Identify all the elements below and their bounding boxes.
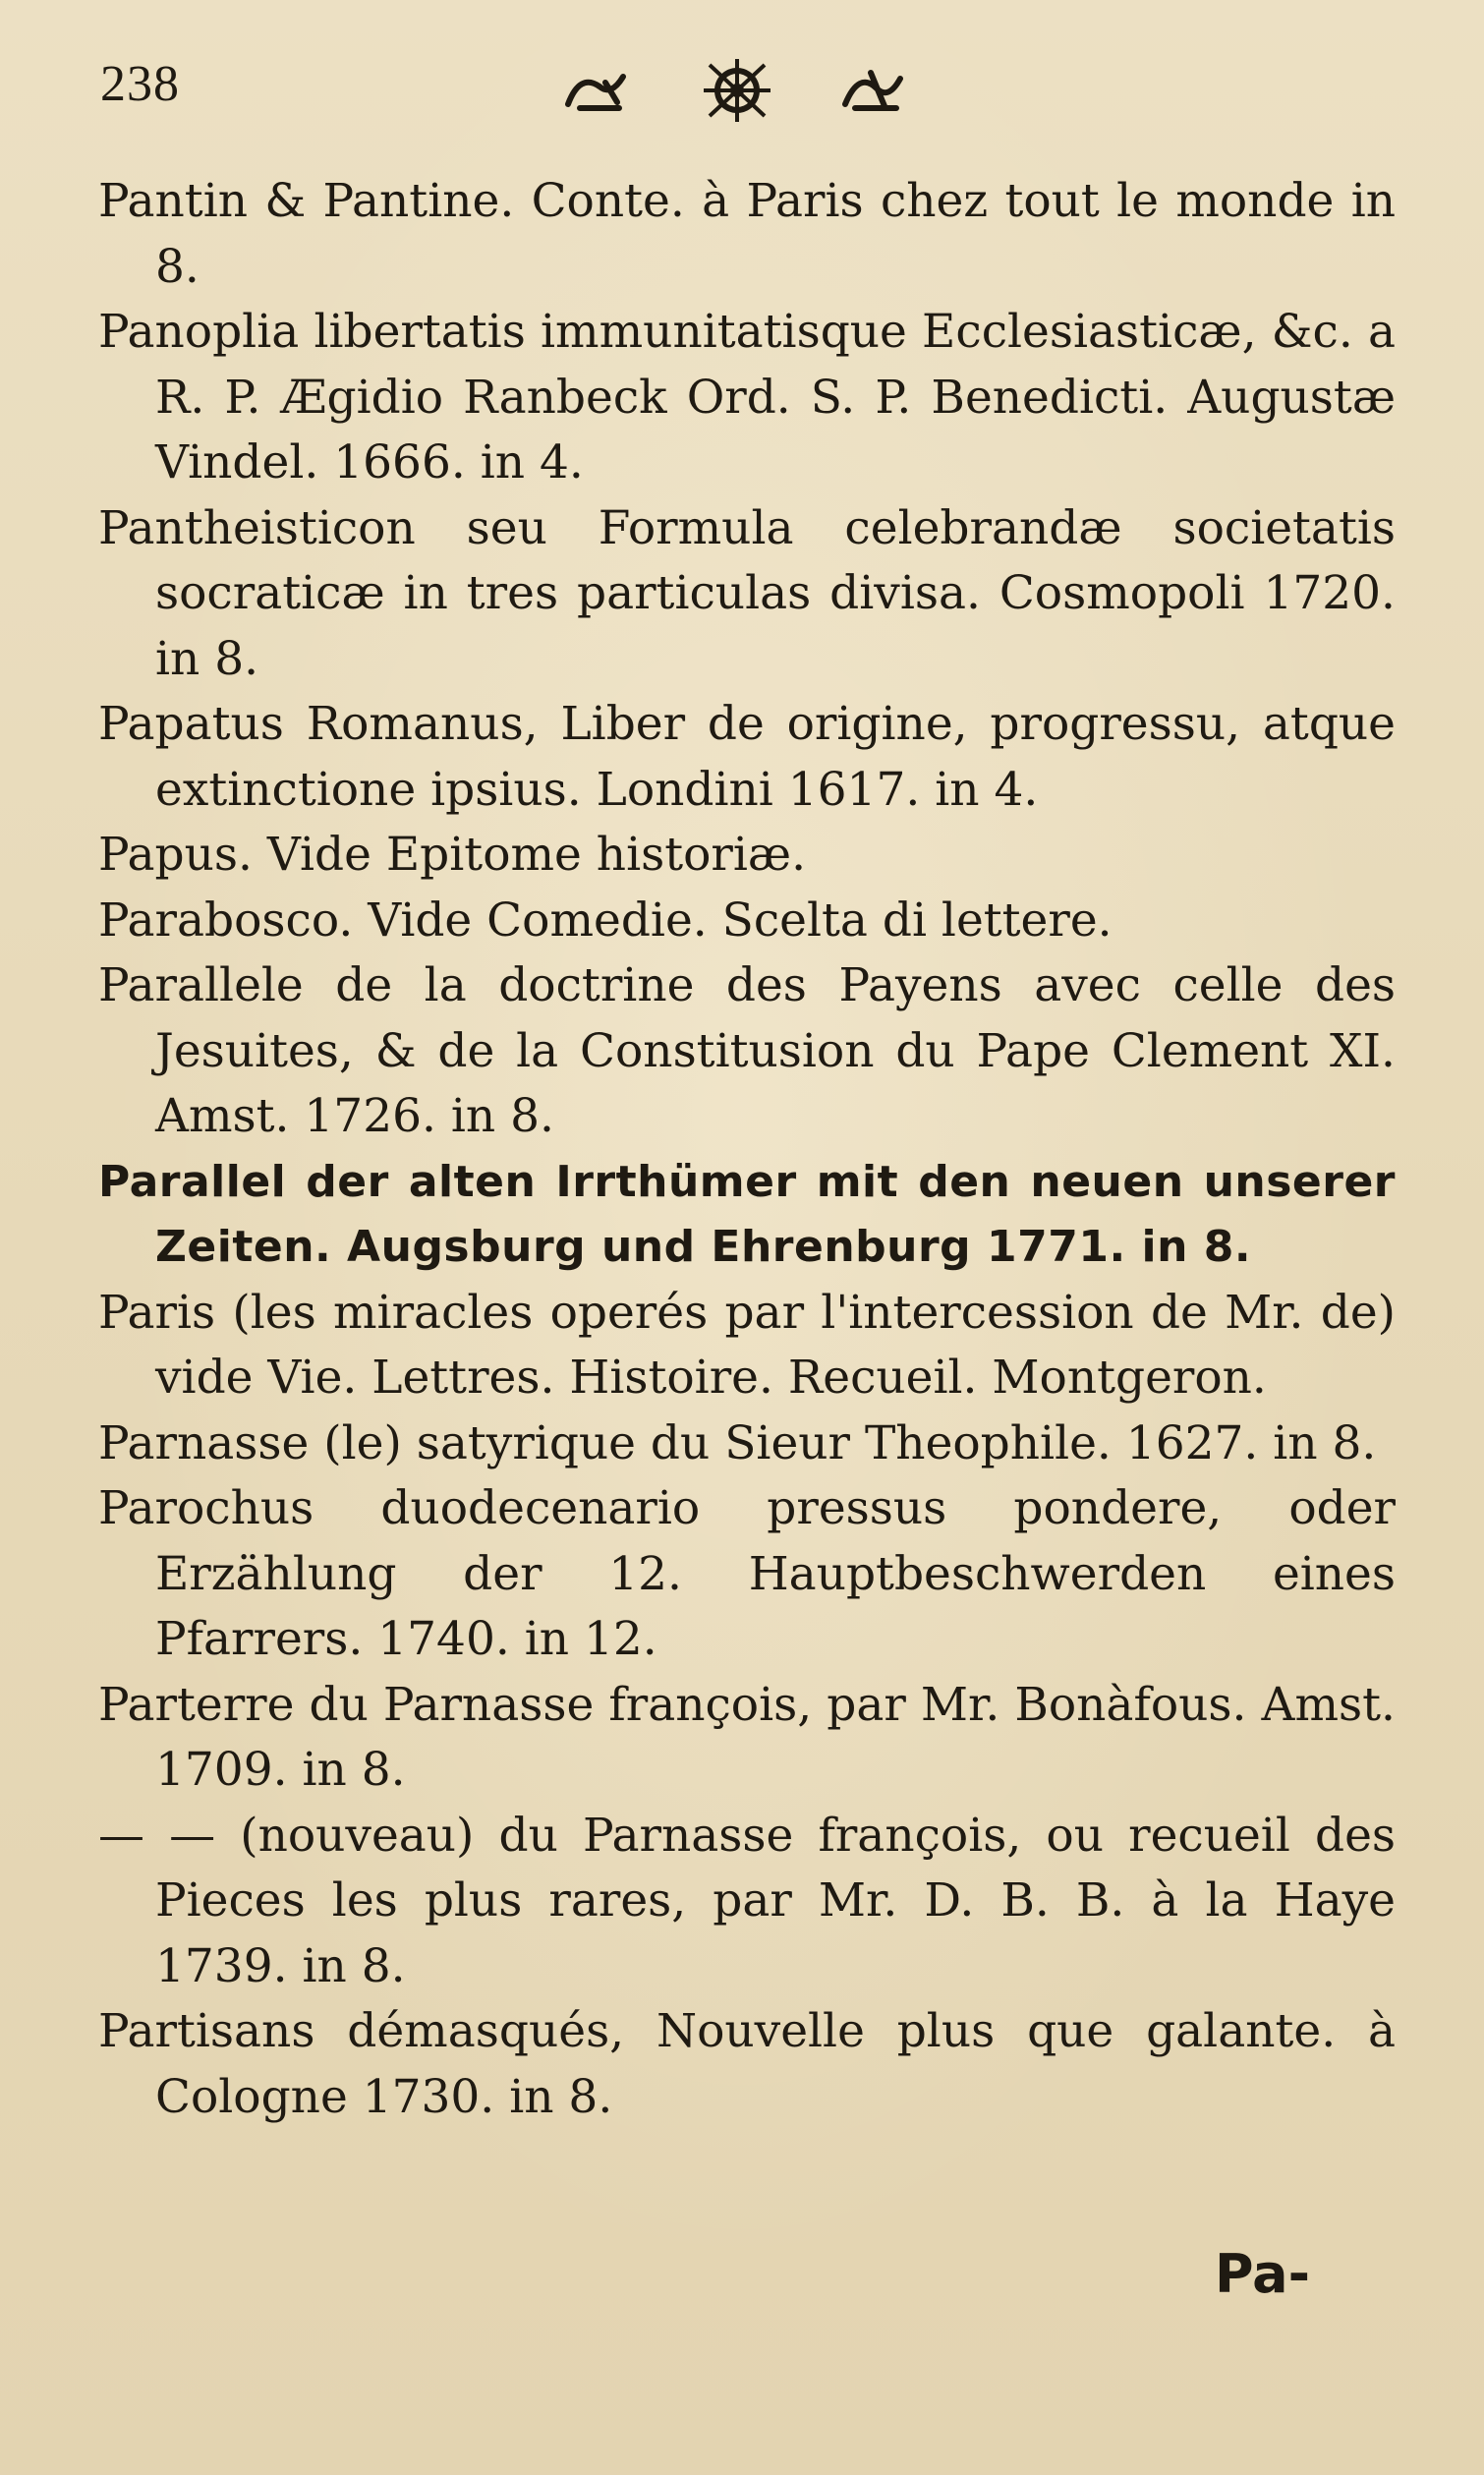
entry-parallel-der-alten: Parallel der alten Irrthümer mit den neuen unserer Zeiten. Augsburg und Ehrenburg 1771. in 8. bbox=[98, 1156, 1396, 1272]
entry-paris: Paris (les miracles operés par l'intercession de Mr. de) vide Vie. Lettres. Histoire. Recueil. Montgeron. bbox=[98, 1285, 1396, 1405]
entry-partisans: Partisans démasqués, Nouvelle plus que galante. à Cologne 1730. in 8. bbox=[98, 2004, 1396, 2124]
entry-pantin: Pantin & Pantine. Conte. à Paris chez tout le monde in 8. bbox=[98, 174, 1396, 294]
entry-parallele: Parallele de la doctrine des Payens avec celle des Jesuites, & de la Constitusion du Pape Clement XI. Amst. 1726. in 8. bbox=[98, 958, 1396, 1143]
catalogue-entries bbox=[98, 169, 1396, 2130]
entry-papus: Papus. Vide Epitome historiæ. bbox=[98, 828, 807, 882]
entry-parnasse: Parnasse (le) satyrique du Sieur Theophile. 1627. in 8. bbox=[98, 1415, 1377, 1470]
catchword: Pa- bbox=[1215, 2243, 1310, 2305]
entry-parabosco: Parabosco. Vide Comedie. Scelta di lettere. bbox=[98, 892, 1113, 948]
entry-parterre-nouveau: — — (nouveau) du Parnasse françois, ou recueil des Pieces les plus rares, par Mr. D. B. B. à la Haye 1739. in 8. bbox=[98, 1808, 1396, 1993]
page-number: 238 bbox=[100, 56, 180, 112]
entry-pantheisticon: Pantheisticon seu Formula celebrandæ societatis socraticæ in tres particulas divisa. Cosmopoli 1720. in 8. bbox=[98, 500, 1396, 686]
entry-parterre: Parterre du Parnasse françois, par Mr. Bonàfous. Amst. 1709. in 8. bbox=[98, 1677, 1396, 1797]
entry-panoplia: Panoplia libertatis immunitatisque Ecclesiasticæ, &c. a R. P. Ægidio Ranbeck Ord. S. P. Benedicti. Augustæ Vindel. 1666. in 4. bbox=[98, 305, 1396, 489]
entry-parochus: Parochus duodecenario pressus pondere, oder Erzählung der 12. Hauptbeschwerden eines Pfarrers. 1740. in 12. bbox=[98, 1481, 1396, 1666]
entry-papatus: Papatus Romanus, Liber de origine, progressu, atque extinctione ipsius. Londini 1617. in 4. bbox=[98, 697, 1396, 817]
printer-ornament-icon bbox=[560, 53, 914, 122]
